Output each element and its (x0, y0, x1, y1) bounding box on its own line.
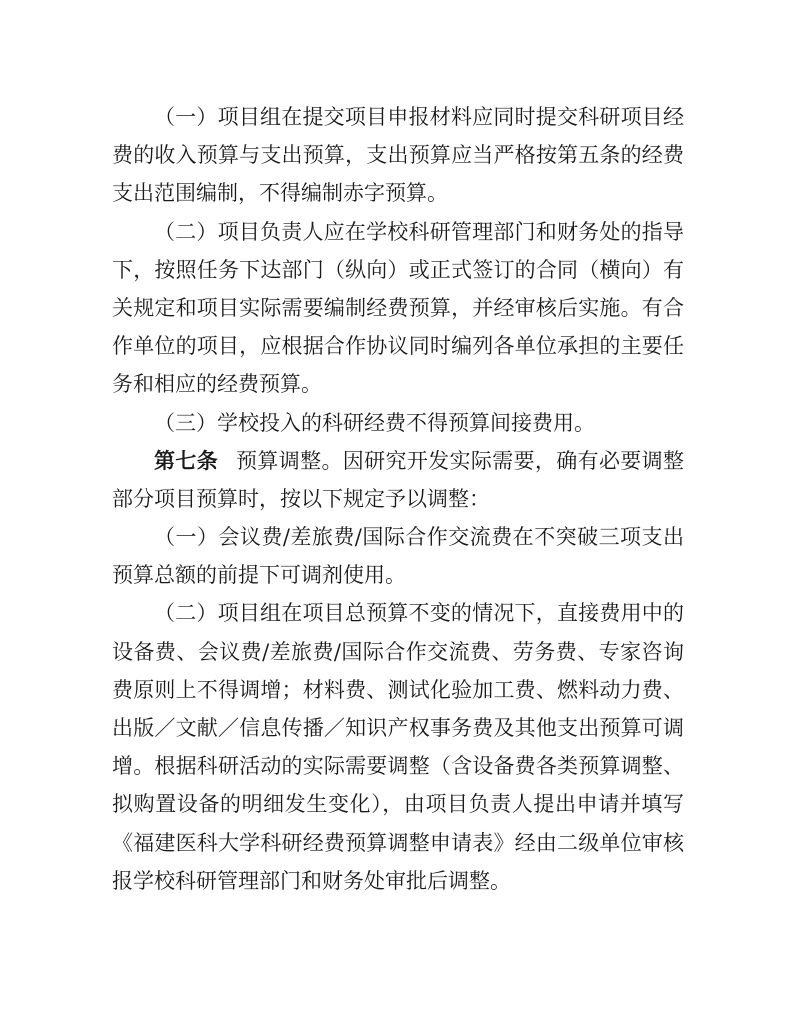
text-line: 《福建医科大学科研经费预算调整申请表》经由二级单位审核 (112, 830, 684, 855)
article-heading-text: 预算调整。因研究开发实际需要，确有必要调整 (236, 448, 684, 473)
text-line: 预算总额的前提下可调剂使用。 (112, 563, 406, 588)
text-line: 报学校科研管理部门和财务处审批后调整。 (112, 868, 511, 893)
article-7 (112, 442, 684, 518)
paragraph-6 (112, 594, 684, 900)
text-line: 作单位的项目，应根据合作协议同时编列各单位承担的主要任 (112, 334, 684, 359)
text-line: 部分项目预算时，按以下规定予以调整： (112, 486, 490, 511)
text-line: 设备费、会议费/差旅费/国际合作交流费、劳务费、专家咨询 (112, 639, 684, 664)
paragraph-1 (112, 98, 684, 213)
text-line: （二）项目负责人应在学校科研管理部门和财务处的指导 (154, 219, 684, 244)
text-line: 增。根据科研活动的实际需要调整（含设备费各类预算调整、 (112, 754, 684, 779)
text-line: 费原则上不得调增；材料费、测试化验加工费、燃料动力费、 (112, 677, 684, 702)
text-line: 下，按照任务下达部门（纵向）或正式签订的合同（横向）有 (112, 257, 684, 282)
paragraph-3 (112, 404, 684, 442)
text-line: 费的收入预算与支出预算，支出预算应当严格按第五条的经费 (112, 143, 684, 168)
paragraph-2 (112, 213, 684, 404)
text-line: （一）会议费/差旅费/国际合作交流费在不突破三项支出 (154, 525, 684, 550)
text-line: （二）项目组在项目总预算不变的情况下，直接费用中的 (154, 601, 684, 626)
text-line: 关规定和项目实际需要编制经费预算，并经审核后实施。有合 (112, 295, 684, 320)
text-line: 出版／文献／信息传播／知识产权事务费及其他支出预算可调 (112, 716, 684, 740)
paragraph-5 (112, 518, 684, 594)
text-line: （三）学校投入的科研经费不得预算间接费用。 (154, 410, 595, 435)
text-line: 拟购置设备的明细发生变化），由项目负责人提出申请并填写 (112, 792, 684, 817)
text-line: 务和相应的经费预算。 (112, 372, 322, 397)
article-heading: 第七条 (154, 447, 219, 473)
document-body (112, 98, 684, 900)
text-line (112, 442, 684, 480)
text-line: 支出范围编制，不得编制赤字预算。 (112, 181, 448, 206)
text-line: （一）项目组在提交项目申报材料应同时提交科研项目经 (154, 105, 684, 129)
